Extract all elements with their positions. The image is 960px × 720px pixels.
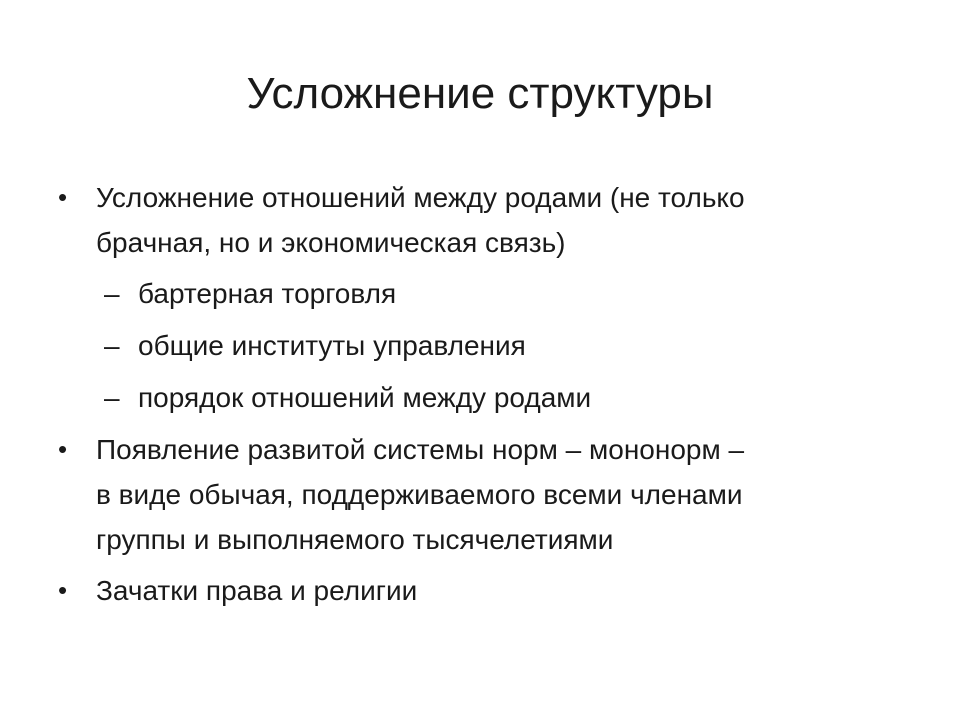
dash-icon: – <box>104 278 120 309</box>
bullet-item <box>56 175 916 265</box>
bullet-text: Зачатки права и религии <box>96 575 418 606</box>
bullet-text: группы и выполняемого тысячелетиями <box>96 524 614 555</box>
bullet-list <box>56 175 916 619</box>
bullet-item <box>56 427 916 562</box>
bullet-text: брачная, но и экономическая связь) <box>96 227 566 258</box>
bullet-item <box>56 568 916 613</box>
bullet-text: в виде обычая, поддерживаемого всеми членами <box>96 479 743 510</box>
sub-text: общие институты управления <box>138 330 526 361</box>
bullet-icon: • <box>58 575 68 605</box>
dash-icon: – <box>104 330 120 361</box>
bullet-text: Усложнение отношений между родами (не только <box>96 182 745 213</box>
sub-text: порядок отношений между родами <box>138 382 592 413</box>
sub-item <box>56 323 916 368</box>
sub-item <box>56 375 916 420</box>
dash-icon: – <box>104 382 120 413</box>
bullet-icon: • <box>58 182 68 212</box>
bullet-icon: • <box>58 434 68 464</box>
sub-item <box>56 271 916 316</box>
slide-title: Усложнение структуры <box>246 69 714 118</box>
bullet-text: Появление развитой системы норм – мононорм – <box>96 434 745 465</box>
sub-text: бартерная торговля <box>138 278 397 309</box>
